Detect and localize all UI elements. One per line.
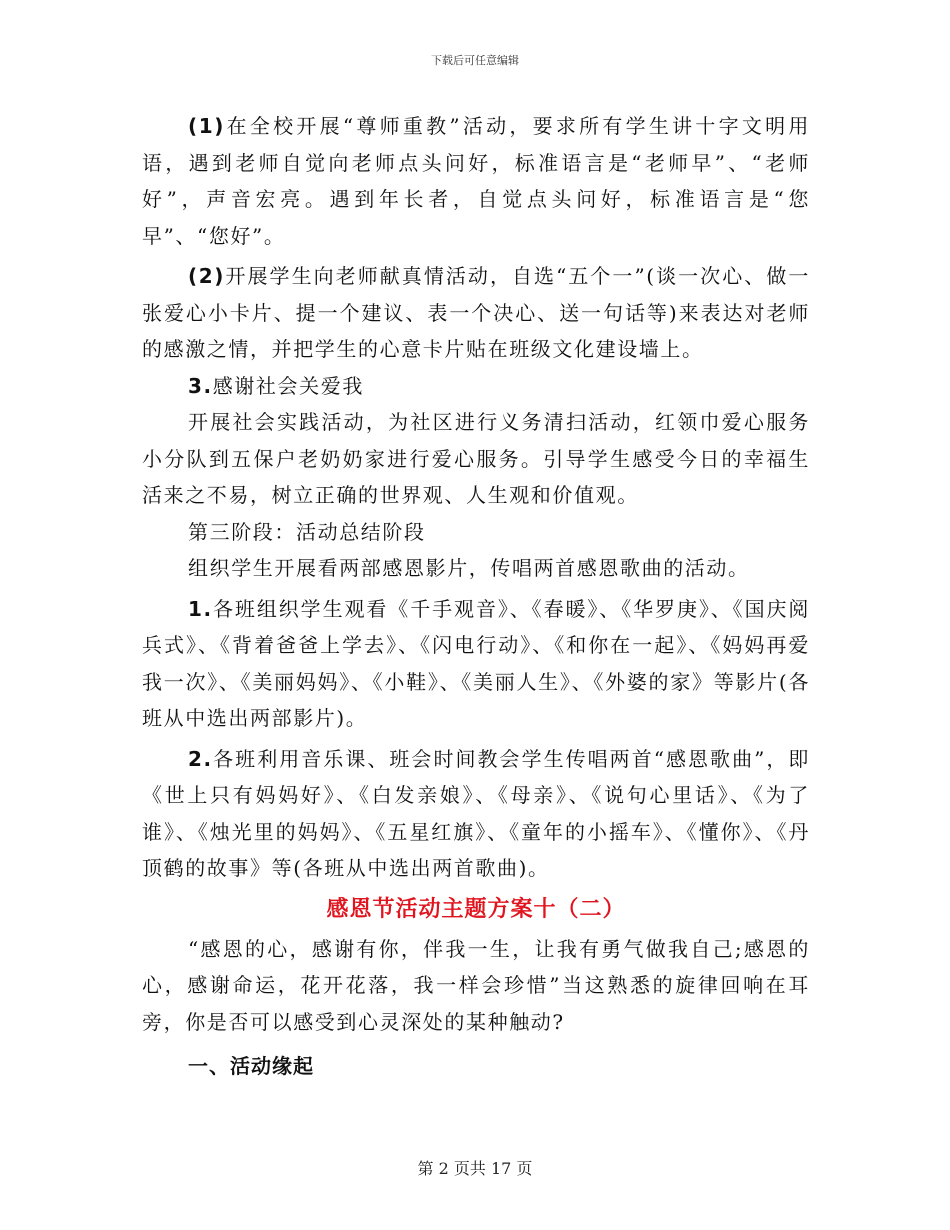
- paragraph-3-number: 3.: [188, 373, 213, 398]
- paragraph-1: [142, 108, 810, 254]
- paragraph-7-number: 1.: [188, 596, 213, 621]
- intro-paragraph: “感恩的心，感谢有你，伴我一生，让我有勇气做我自己;感恩的心，感谢命运，花开花落，我一样会珍惜”当这熟悉的旋律回响在耳旁，你是否可以感受到心灵深处的某种触动?: [142, 936, 810, 1034]
- paragraph-5: 第三阶段：活动总结阶段: [188, 519, 426, 544]
- paragraph-7: [142, 591, 810, 737]
- document-body: [142, 108, 810, 1088]
- subheading: 一、活动缘起: [188, 1054, 314, 1078]
- paragraph-3: [142, 368, 810, 405]
- paragraph-8: [142, 741, 810, 887]
- paragraph-7-text: 各班组织学生观看《千手观音》、《春暖》、《华罗庚》、《国庆阅兵式》、《背着爸爸上学去》、《闪电行动》、《和你在一起》、《妈妈再爱我一次》、《美丽妈妈》、《小鞋》、《美丽人生》、《外婆的家》等影片(各班从中选出两部影片)。: [142, 596, 810, 730]
- paragraph-2: [142, 258, 810, 368]
- paragraph-4: 开展社会实践活动，为社区进行义务清扫活动，红领巾爱心服务小分队到五保户老奶奶家进行爱心服务。引导学生感受今日的幸福生活来之不易，树立正确的世界观、人生观和价值观。: [142, 410, 810, 507]
- paragraph-8-number: 2.: [188, 746, 213, 771]
- page-header: 下载后可任意编辑: [431, 54, 519, 67]
- paragraph-2-number: (2): [188, 264, 225, 288]
- paragraph-2-text: 开展学生向老师献真情活动，自选“五个一”(谈一次心、做一张爱心小卡片、提一个建议、表一个决心、送一句话等)来表达对老师的感激之情，并把学生的心意卡片贴在班级文化建设墙上。: [142, 264, 810, 361]
- section-title: 感恩节活动主题方案十（二）: [326, 895, 626, 922]
- paragraph-3-text: 感谢社会关爱我: [212, 373, 364, 398]
- paragraph-8-text: 各班利用音乐课、班会时间教会学生传唱两首“感恩歌曲”，即《世上只有妈妈好》、《白发亲娘》、《母亲》、《说句心里话》、《为了谁》、《烛光里的妈妈》、《五星红旗》、《童年的小摇车》、《懂你》、《丹顶鹤的故事》等(各班从中选出两首歌曲)。: [142, 746, 810, 880]
- page-footer: 第 2 页共 17 页: [417, 1159, 533, 1178]
- paragraph-1-number: (1): [188, 114, 225, 138]
- paragraph-6: 组织学生开展看两部感恩影片，传唱两首感恩歌曲的活动。: [188, 556, 750, 580]
- paragraph-1-text: 在全校开展“尊师重教”活动，要求所有学生讲十字文明用语，遇到老师自觉向老师点头问好，标准语言是“老师早”、“老师好”，声音宏亮。遇到年长者，自觉点头问好，标准语言是“您早”、“您好”。: [142, 114, 810, 248]
